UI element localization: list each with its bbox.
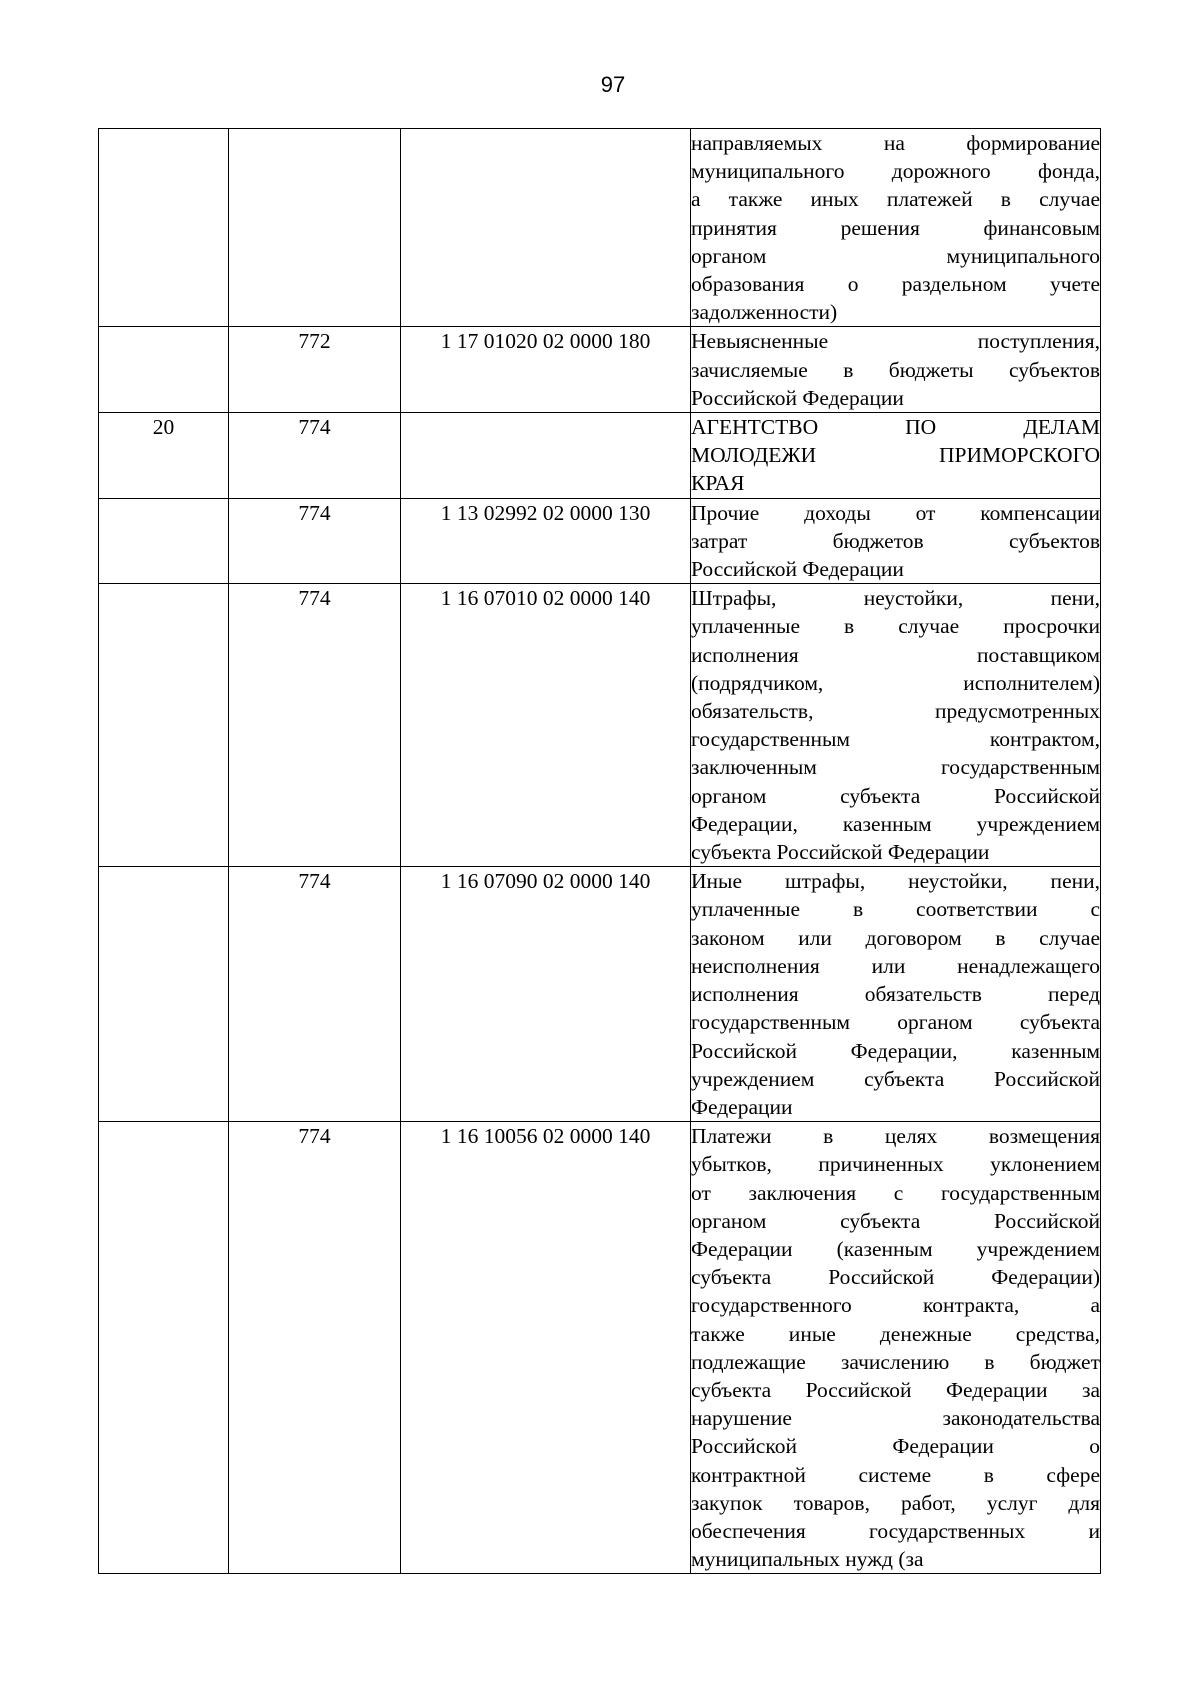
revenue-name-line: исполнения поставщиком xyxy=(691,642,1100,667)
revenue-name-line: закупок товаров, работ, услуг для xyxy=(691,1490,1100,1515)
revenue-name-line: АГЕНТСТВО ПО ДЕЛАМ xyxy=(691,415,1100,440)
revenue-name-line: Федерации (казенным учреждением xyxy=(691,1236,1100,1261)
revenue-name-line: обеспечения государственных и xyxy=(691,1518,1100,1543)
revenue-name-line: а также иных платежей в случае xyxy=(691,187,1100,212)
revenue-name-line: МОЛОДЕЖИ ПРИМОРСКОГО xyxy=(691,443,1100,468)
table-body xyxy=(99,129,1101,1574)
revenue-name-line: государственным контрактом, xyxy=(691,727,1100,752)
budget-classification-code-cell: 1 16 07010 02 0000 140 xyxy=(401,584,691,867)
revenue-name-line: направляемых на формирование xyxy=(691,131,1100,155)
revenue-name-cell xyxy=(691,1122,1101,1574)
row-number-cell xyxy=(99,867,229,1122)
administrator-code-cell: 774 xyxy=(229,498,401,584)
revenue-name-line: исполнения обязательств перед xyxy=(691,982,1100,1007)
budget-classification-code-cell: 1 13 02992 02 0000 130 xyxy=(401,498,691,584)
revenue-name-line: Российской Федерации о xyxy=(691,1434,1100,1459)
revenue-name-line: уплаченные в соответствии с xyxy=(691,897,1100,922)
revenue-name-line: Невыясненные поступления, xyxy=(691,329,1100,354)
revenue-name-line: образования о раздельном учете xyxy=(691,272,1100,297)
revenue-name-line: законом или договором в случае xyxy=(691,925,1100,950)
revenue-name-line: муниципального дорожного фонда, xyxy=(691,159,1100,184)
revenue-name-line: органом субъекта Российской xyxy=(691,783,1100,808)
budget-classification-code-cell xyxy=(401,413,691,499)
table-row xyxy=(99,867,1101,1122)
revenue-name-line: субъекта Российской Федерации за xyxy=(691,1377,1100,1402)
revenue-name-line: Российской Федерации xyxy=(691,385,904,410)
table-row xyxy=(99,498,1101,584)
table-row xyxy=(99,327,1101,413)
revenue-name-cell xyxy=(691,327,1101,413)
revenue-name-line: Иные штрафы, неустойки, пени, xyxy=(691,869,1100,894)
revenue-name-line: нарушение законодательства xyxy=(691,1406,1100,1431)
revenue-name-line: принятия решения финансовым xyxy=(691,215,1100,240)
revenue-name-line: заключенным государственным xyxy=(691,755,1100,780)
revenue-name-line: государственного контракта, а xyxy=(691,1293,1100,1318)
table-row xyxy=(99,413,1101,499)
row-number-cell xyxy=(99,1122,229,1574)
revenue-name-line: уплаченные в случае просрочки xyxy=(691,614,1100,639)
budget-classification-code-cell: 1 17 01020 02 0000 180 xyxy=(401,327,691,413)
row-number-cell xyxy=(99,498,229,584)
revenue-name-line: Платежи в целях возмещения xyxy=(691,1124,1100,1149)
revenue-name-line: Федерации xyxy=(691,1094,793,1119)
revenue-name-cell xyxy=(691,867,1101,1122)
revenue-name-line: Прочие доходы от компенсации xyxy=(691,500,1100,525)
budget-classification-code-cell xyxy=(401,129,691,327)
row-number-cell xyxy=(99,584,229,867)
revenue-name-line: Федерации, казенным учреждением xyxy=(691,811,1100,836)
revenue-name-line: от заключения с государственным xyxy=(691,1180,1100,1205)
budget-classification-table xyxy=(98,128,1101,1574)
revenue-name-line: подлежащие зачислению в бюджет xyxy=(691,1349,1100,1374)
administrator-code-cell: 772 xyxy=(229,327,401,413)
revenue-name-line: затрат бюджетов субъектов xyxy=(691,528,1100,553)
revenue-name-line: Российской Федерации xyxy=(691,557,904,582)
revenue-name-line: Штрафы, неустойки, пени, xyxy=(691,586,1100,611)
administrator-code-cell: 774 xyxy=(229,413,401,499)
revenue-name-line: обязательств, предусмотренных xyxy=(691,699,1100,724)
revenue-name-cell xyxy=(691,498,1101,584)
revenue-name-line: контрактной системе в сфере xyxy=(691,1462,1100,1487)
budget-classification-code-cell: 1 16 10056 02 0000 140 xyxy=(401,1122,691,1574)
administrator-code-cell: 774 xyxy=(229,1122,401,1574)
revenue-name-cell xyxy=(691,413,1101,499)
page-number: 97 xyxy=(600,72,626,97)
revenue-name-line: государственным органом субъекта xyxy=(691,1010,1100,1035)
revenue-name-line: муниципальных нужд (за xyxy=(691,1547,924,1572)
administrator-code-cell: 774 xyxy=(229,584,401,867)
revenue-name-line: Российской Федерации, казенным xyxy=(691,1038,1100,1063)
row-number-cell: 20 xyxy=(99,413,229,499)
administrator-code-cell: 774 xyxy=(229,867,401,1122)
budget-classification-code-cell: 1 16 07090 02 0000 140 xyxy=(401,867,691,1122)
revenue-name-cell xyxy=(691,584,1101,867)
row-number-cell xyxy=(99,129,229,327)
revenue-name-line: зачисляемые в бюджеты субъектов xyxy=(691,357,1100,382)
revenue-name-line: органом муниципального xyxy=(691,243,1100,268)
revenue-name-cell xyxy=(691,129,1101,327)
table-row xyxy=(99,1122,1101,1574)
row-number-cell xyxy=(99,327,229,413)
revenue-name-line: органом субъекта Российской xyxy=(691,1208,1100,1233)
revenue-name-line: учреждением субъекта Российской xyxy=(691,1066,1100,1091)
table-row xyxy=(99,584,1101,867)
revenue-name-line: задолженности) xyxy=(691,300,838,325)
revenue-name-line: убытков, причиненных уклонением xyxy=(691,1152,1100,1177)
revenue-name-line: (подрядчиком, исполнителем) xyxy=(691,670,1100,695)
table-row xyxy=(99,129,1101,327)
revenue-name-line: субъекта Российской Федерации) xyxy=(691,1265,1100,1290)
administrator-code-cell xyxy=(229,129,401,327)
revenue-name-line: неисполнения или ненадлежащего xyxy=(691,953,1100,978)
revenue-name-line: субъекта Российской Федерации xyxy=(691,840,990,865)
revenue-name-line: также иные денежные средства, xyxy=(691,1321,1100,1346)
revenue-name-line: КРАЯ xyxy=(691,471,745,496)
